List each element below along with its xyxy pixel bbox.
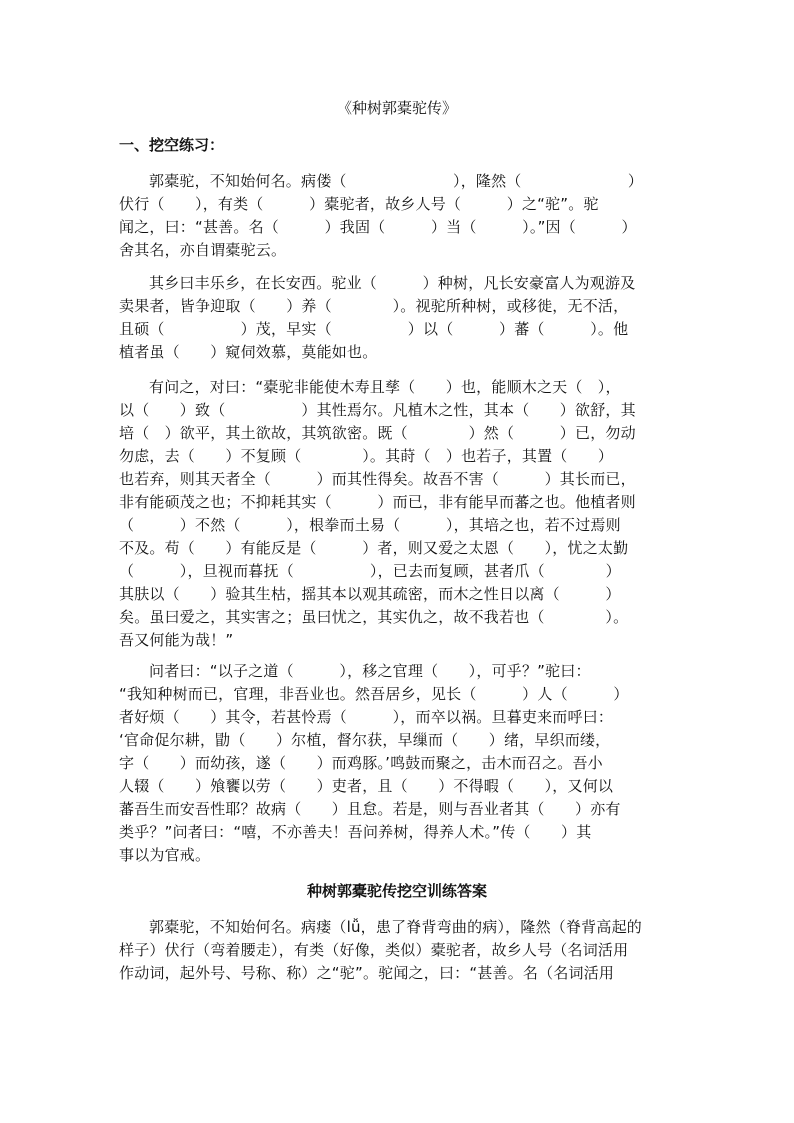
text-line: 事以为官戒。 [119,846,211,864]
text-line: 勿虑，去（ ）不复顾（ ）。其莳（ ）也若子，其置（ ） [119,447,614,465]
text-line: 卖果者，皆争迎取（ ）养（ ）。视驼所种树，或移徙，无不活， [119,297,629,315]
text-line: 作动词，起外号、号称、称）之“驼”。驼闻之，曰：“甚善。名（名词活用 [119,964,615,982]
text-line: （ ），旦视而暮抚（ ），已去而复顾，甚者爪（ ） [119,562,621,580]
text-line: 吾又何能为哉！” [119,631,234,649]
text-line: 闻之，曰：“甚善。名（ ）我固（ ）当（ ）。”因（ ） [119,218,637,236]
text-line: 伏行（ ），有类（ ）橐驼者，故乡人号（ ）之“驼”。驼 [119,195,599,213]
text-line: 类乎？”问者曰：“嘻，不亦善夫！吾问养树，得养人术。”传（ ）其 [119,823,592,841]
text-line: 培（ ）欲平，其土欲故，其筑欲密。既（ ）然（ ）已，勿动 [119,424,636,442]
paragraph-3 [119,376,679,652]
text-line: 其肤以（ ）验其生枯，摇其本以观其疏密，而木之性日以离（ ） [119,585,621,603]
text-line: 以（ ）致（ ）其性焉尔。凡植木之性，其本（ ）欲舒，其 [119,401,636,419]
text-line: 郭橐驼，不知始何名。病偻（ ），隆然（ ） [149,172,644,190]
text-line: 植者虽（ ）窥伺效慕，莫能如也。 [119,343,378,361]
text-line: 矣。虽曰爱之，其实害之；虽曰忧之，其实仇之，故不我若也（ ）。 [119,608,629,626]
text-line: 样子）伏行（弯着腰走），有类（好像，类似）橐驼者，故乡人号（名词活用 [119,941,629,959]
text-line: 有问之，对曰：“橐驼非能使木寿且孳（ ）也，能顺木之天（ ）， [149,378,621,396]
text-line: 郭橐驼，不知始何名。病瘘（lǚ，患了脊背弯曲的病），隆然（脊背高起的 [149,918,642,936]
text-line: 者好烦（ ）其令，若甚怜焉（ ），而卒以祸。旦暮吏来而呼曰： [119,708,614,726]
paragraph-4 [119,660,679,867]
section-heading: 一、挖空练习： [119,136,225,154]
text-line: 也若弃，则其天者全（ ）而其性得矣。故吾不害（ ）其长而已， [119,470,636,488]
text-line: （ ）不然（ ），根拳而土易（ ），其培之也，若不过焉则 [119,516,621,534]
paragraph-2 [119,272,679,364]
text-line: 不及。苟（ ）有能反是（ ）者，则又爱之太恩（ ），忧之太勤 [119,539,629,557]
paragraph-1 [119,170,679,262]
text-line: 人辍（ ）飧饔以劳（ ）吏者，且（ ）不得暇（ ），又何以 [119,777,614,795]
text-line: “我知种树而已，官理，非吾业也。然吾居乡，见长（ ）人（ ） [119,685,629,703]
answer-paragraph [119,916,679,985]
text-line: 字（ ）而幼孩，遂（ ）而鸡豚。’鸣鼓而聚之，击木而召之。吾小 [119,754,603,772]
answer-title: 种树郭橐驼传挖空训练答案 [306,882,487,900]
page-title: 《种树郭橐驼传》 [336,99,457,117]
text-line: 且硕（ ）茂，早实（ ）以（ ）蕃（ ）。他 [119,320,629,338]
text-line: 其乡曰丰乐乡，在长安西。驼业（ ）种树，凡长安豪富人为观游及 [149,274,636,292]
text-line: 问者曰：“以子之道（ ），移之官理（ ），可乎？”驼曰： [149,662,591,680]
text-line: 非有能硕茂之也；不抑耗其实（ ）而已，非有能早而蕃之也。他植者则 [119,493,636,511]
text-line: 舍其名，亦自谓橐驼云。 [119,241,287,259]
text-line: 蕃吾生而安吾性耶？故病（ ）且怠。若是，则与吾业者其（ ）亦有 [119,800,621,818]
text-line: ‘官命促尔耕，勖（ ）尔植，督尔获，早缫而（ ）绪，早织而缕， [119,731,611,749]
